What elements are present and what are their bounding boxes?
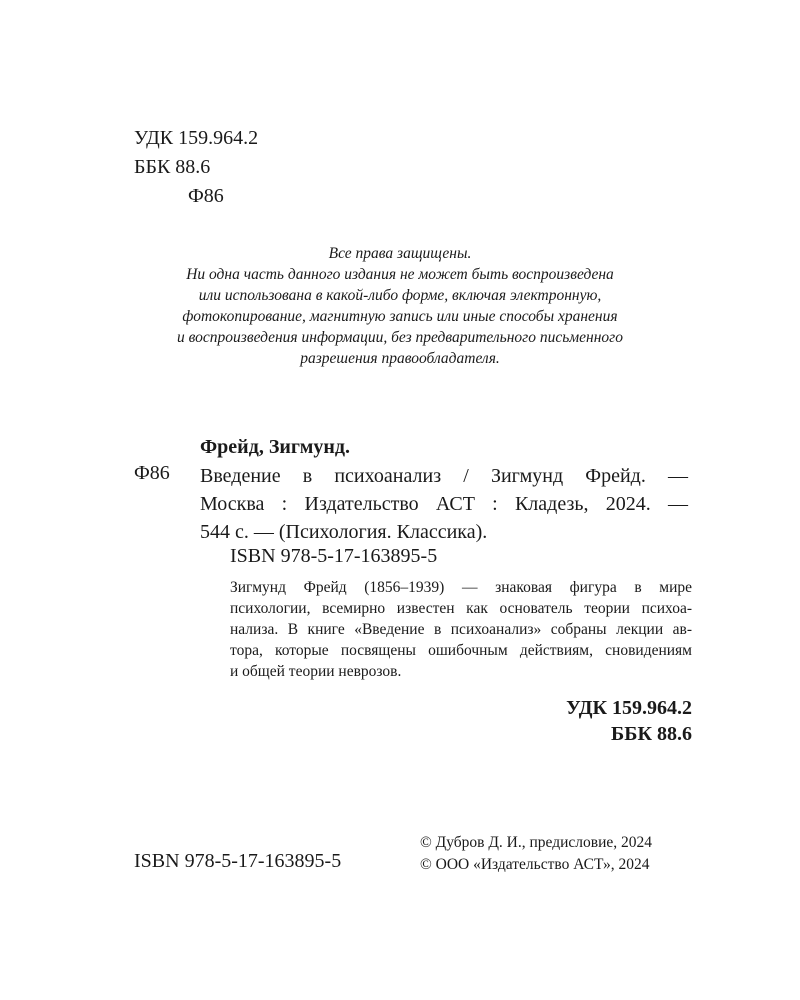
rights-notice: [120, 243, 680, 369]
copyright-line: © Дубров Д. И., предисловие, 2024: [420, 834, 653, 851]
classification-codes-right: [566, 695, 692, 747]
udk-code: УДК 159.964.2: [566, 697, 692, 719]
bbk-code: ББК 88.6: [611, 723, 692, 745]
copyright-line: © ООО «Издательство АСТ», 2024: [420, 856, 650, 873]
annotation-line: Зигмунд Фрейд (1856–1939) — знаковая фигура в мире: [230, 579, 692, 596]
bibliography-description: [200, 462, 688, 546]
bbk-code: ББК 88.6: [134, 156, 211, 178]
bibliography-isbn: ISBN 978-5-17-163895-5: [230, 545, 438, 567]
rights-line: Ни одна часть данного издания не может быть воспроизведена: [186, 266, 614, 283]
bibliography-author: Фрейд, Зигмунд.: [200, 436, 350, 458]
rights-line: разрешения правообладателя.: [300, 350, 500, 367]
copyright-notices: [420, 832, 652, 876]
bibliography-line: 544 с. — (Психология. Классика).: [200, 521, 488, 543]
rights-line: Все права защищены.: [328, 245, 472, 262]
annotation-line: нализа. В книге «Введение в психоанализ» собраны лекции ав-: [230, 621, 692, 638]
classification-codes-top: [134, 124, 258, 211]
rights-line: фотокопирование, магнитную запись или иные способы хранения: [182, 308, 618, 325]
udk-code: УДК 159.964.2: [134, 127, 259, 149]
annotation-line: и общей теории неврозов.: [230, 663, 402, 680]
bibliography-author-sign: Ф86: [134, 462, 170, 484]
bibliography-line: Введение в психоанализ / Зигмунд Фрейд. —: [200, 465, 688, 487]
annotation-line: психологии, всемирно известен как основатель теории психоа-: [230, 600, 692, 617]
annotation: [230, 577, 692, 682]
bibliography-line: Москва : Издательство АСТ : Кладезь, 2024. —: [200, 493, 688, 515]
rights-line: или использована в какой-либо форме, включая электронную,: [198, 287, 602, 304]
footer-isbn: ISBN 978-5-17-163895-5: [134, 850, 342, 872]
rights-line: и воспроизведения информации, без предварительного письменного: [177, 329, 623, 346]
author-sign: Ф86: [188, 185, 224, 207]
annotation-line: тора, которые посвящены ошибочным действиям, сновидениям: [230, 642, 692, 659]
